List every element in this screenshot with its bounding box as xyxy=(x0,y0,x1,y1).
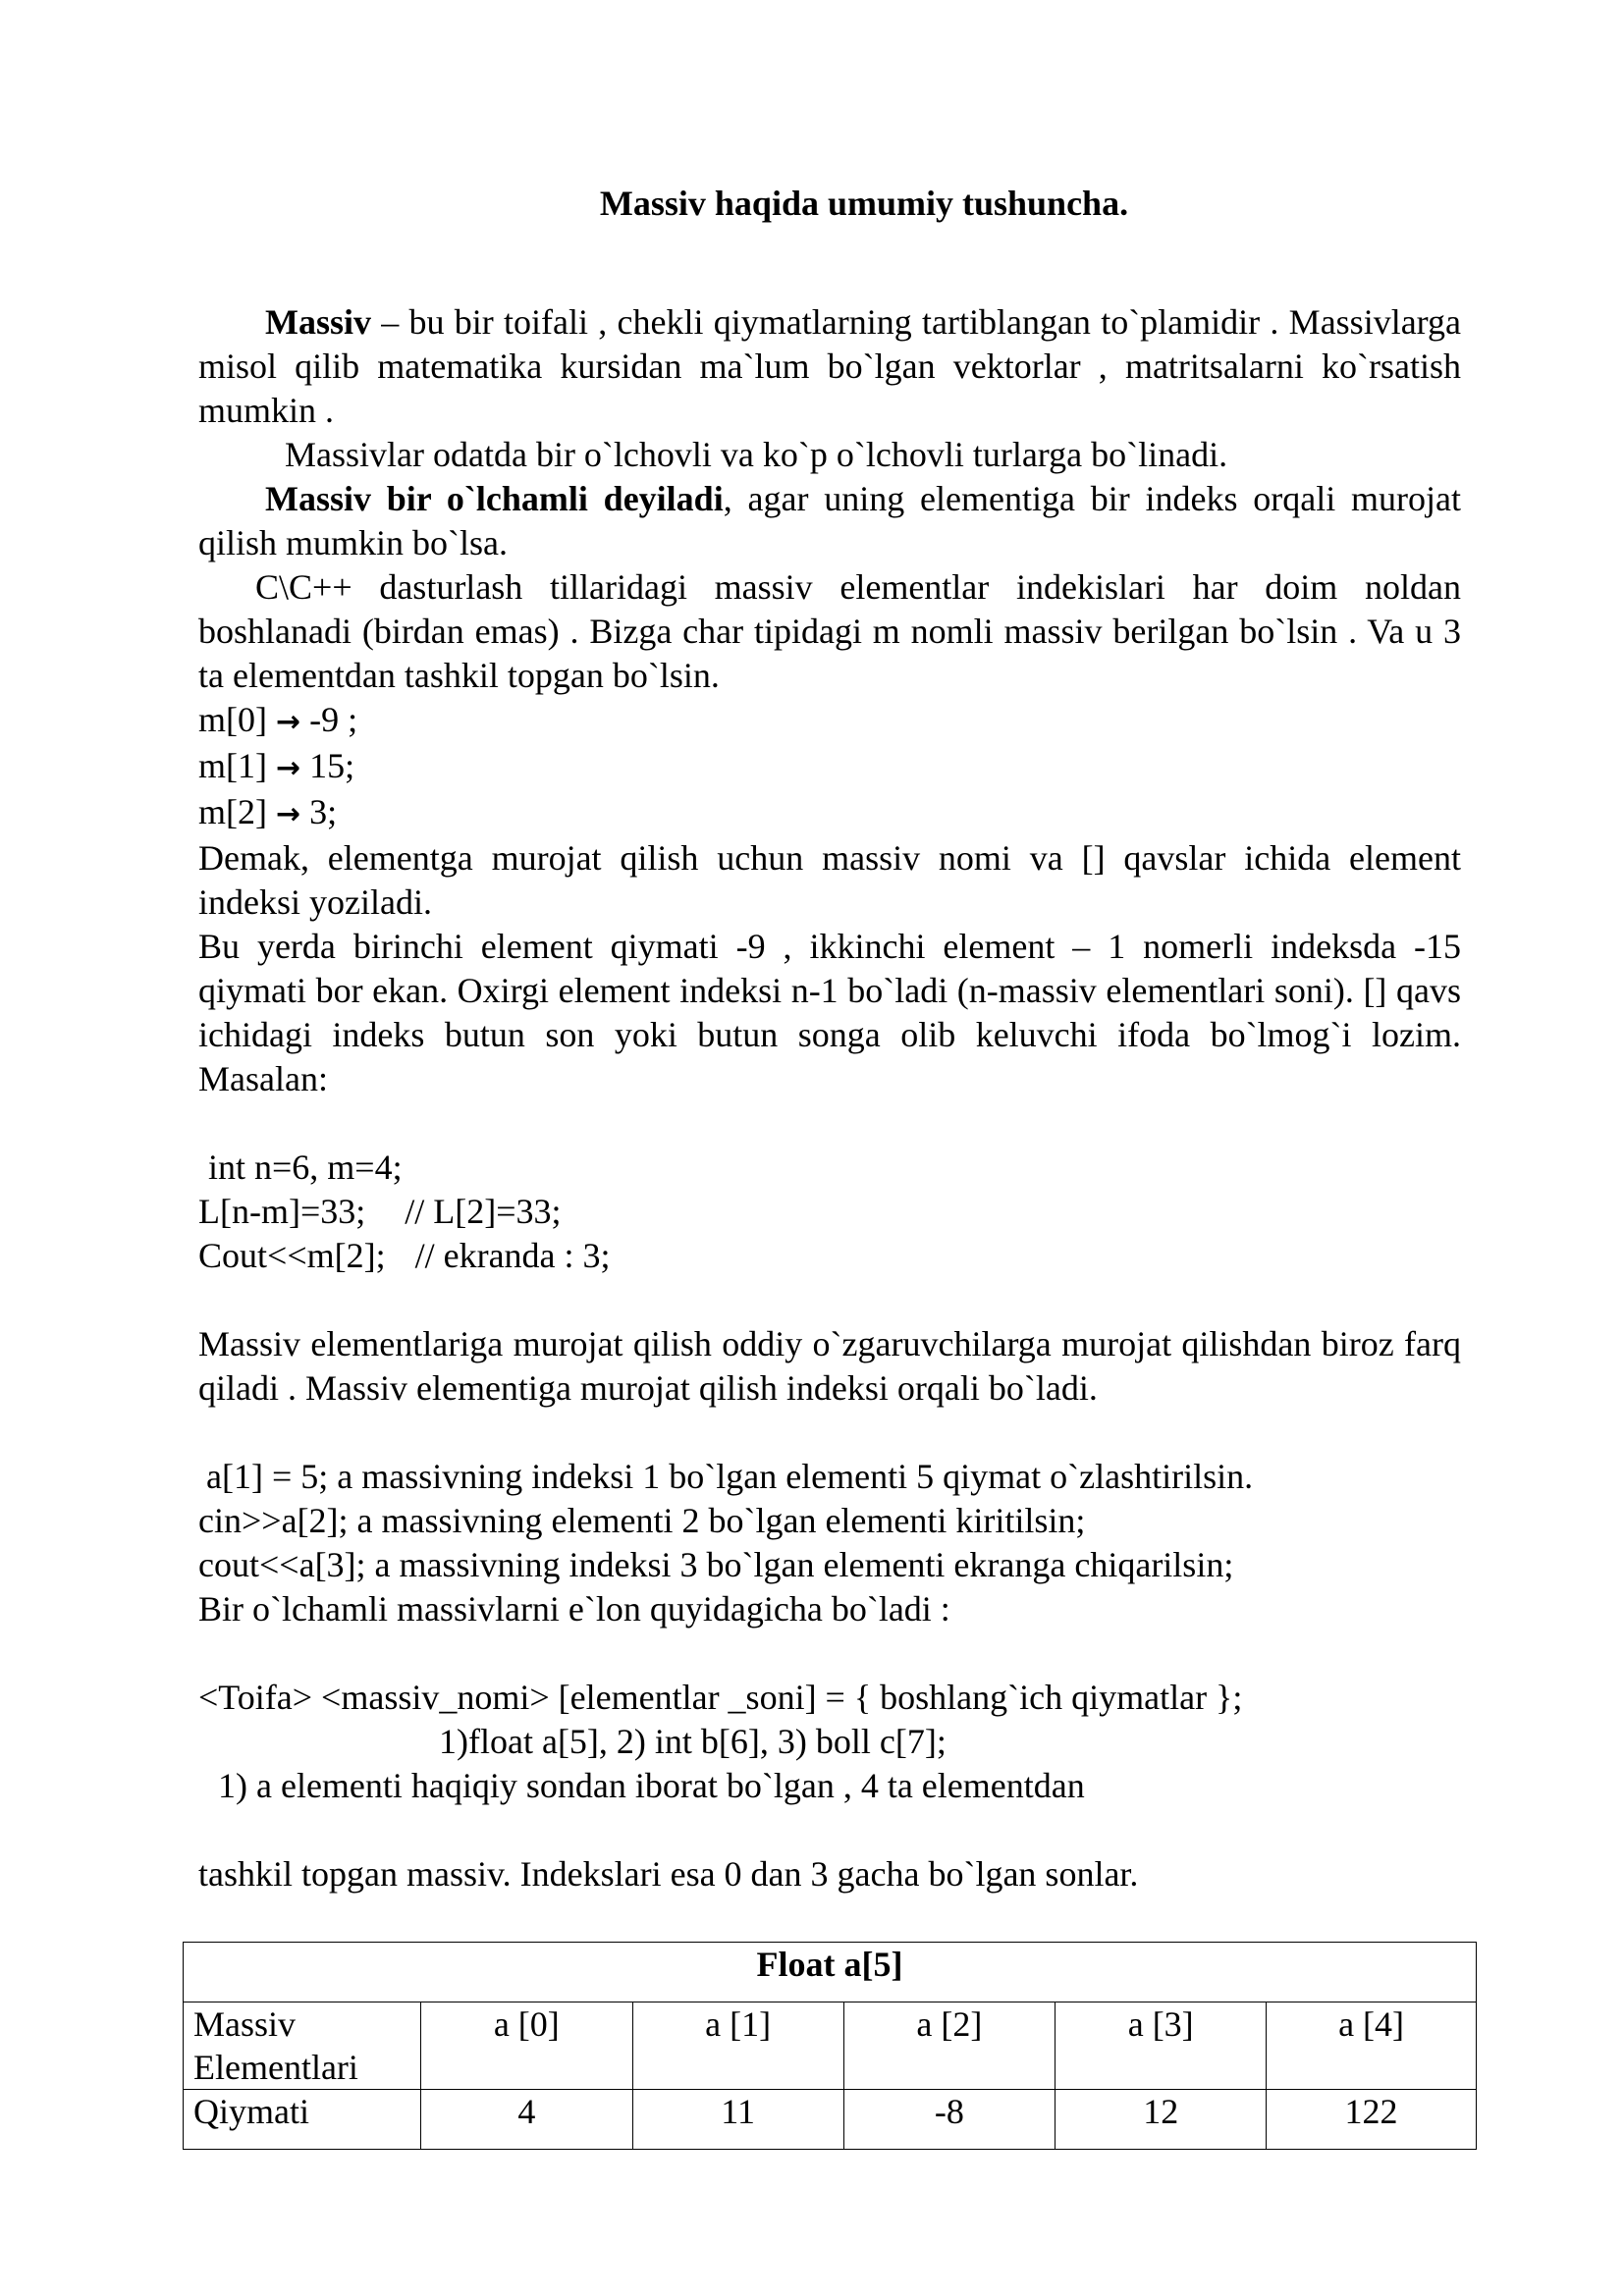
note-line: 1) a elementi haqiqiy sondan iborat bo`lgan , 4 ta elementdan xyxy=(218,1766,1085,1805)
table-row xyxy=(184,2090,1477,2150)
paragraph-access: Demak, elementga murojat qilish uchun massiv nomi va [] qavslar ichida element indeksi yoziladi. xyxy=(198,838,1461,922)
table-row-label: Massiv Elementlari xyxy=(184,2002,421,2090)
table-row xyxy=(184,2002,1477,2090)
paragraph-declaration: Bir o`lchamli massivlarni e`lon quyidagicha bo`ladi : xyxy=(198,1589,950,1629)
arrow-icon: → xyxy=(275,797,301,831)
table-cell: 11 xyxy=(632,2090,843,2150)
syntax-examples: 1)float a[5], 2) int b[6], 3) boll c[7]; xyxy=(439,1722,947,1761)
arrow-icon: → xyxy=(275,751,301,785)
example-line: m[0] → -9 ; xyxy=(198,700,358,739)
arrow-icon: → xyxy=(275,705,301,739)
one-dimensional-text: , agar uning elementiga bir indeks orqali murojat qilish mumkin bo`lsa. xyxy=(198,479,1461,562)
table-cell: 122 xyxy=(1267,2090,1477,2150)
document-body xyxy=(198,300,1461,1896)
table-title: Float a[5] xyxy=(184,1943,1477,2002)
code-line: Cout<<m[2]; // ekranda : 3; xyxy=(198,1236,611,1275)
table-cell: a [2] xyxy=(843,2002,1056,2090)
note-line: tashkil topgan massiv. Indekslari esa 0 dan 3 gacha bo`lgan sonlar. xyxy=(198,1854,1139,1894)
table-cell: a [4] xyxy=(1267,2002,1477,2090)
code-line: cout<<a[3]; a massivning indeksi 3 bo`lgan elementi ekranga chiqarilsin; xyxy=(198,1545,1234,1584)
example-line: m[1] → 15; xyxy=(198,746,355,785)
term-one-dimensional: Massiv bir o`lchamli deyiladi xyxy=(265,479,724,518)
code-line: cin>>a[2]; a massivning elementi 2 bo`lgan elementi kiritilsin; xyxy=(198,1501,1086,1540)
table-cell: 12 xyxy=(1056,2090,1267,2150)
syntax-line: <Toifa> <massiv_nomi> [elementlar _soni] = { boshlang`ich qiymatlar }; xyxy=(198,1678,1243,1717)
paragraph-indexing: C\C++ dasturlash tillaridagi massiv elementlar indekislari har doim noldan boshlanadi (birdan emas) . Bizga char tipidagi m nomli massiv berilgan bo`lsin . Va u 3 ta elementdan tashkil topgan bo`lsin. xyxy=(198,567,1461,695)
table-cell: a [3] xyxy=(1056,2002,1267,2090)
table-cell: a [1] xyxy=(632,2002,843,2090)
paragraph-explanation: Bu yerda birinchi element qiymati -9 , ikkinchi element – 1 nomerli indeksda -15 qiymati bor ekan. Oxirgi element indeksi n-1 bo`ladi (n-massiv elementlari soni). [] qavs ichidagi indeks butun son yoki butun songa olib keluvchi ifoda bo`lmog`i lozim. Masalan: xyxy=(198,927,1461,1098)
code-line: L[n-m]=33; // L[2]=33; xyxy=(198,1192,562,1231)
example-line: m[2] → 3; xyxy=(198,792,338,831)
paragraph-types: Massivlar odatda bir o`lchovli va ko`p o`lchovli turlarga bo`linadi. xyxy=(285,435,1228,474)
page-title: Massiv haqida umumiy tushuncha. xyxy=(599,184,1129,223)
code-line: int n=6, m=4; xyxy=(208,1148,403,1187)
term-massiv: Massiv xyxy=(265,302,371,342)
paragraph-element-access: Massiv elementlariga murojat qilish oddiy o`zgaruvchilarga murojat qilishdan biroz farq qiladi . Massiv elementiga murojat qilish indeksi orqali bo`ladi. xyxy=(198,1324,1461,1408)
paragraph-one-dimensional xyxy=(198,477,1461,565)
definition-text: – bu bir toifali , chekli qiymatlarning tartiblangan to`plamidir . Massivlarga misol qilib matematika kursidan ma`lum bo`lgan vektorlar , matritsalarni ko`rsatish mumkin . xyxy=(198,302,1461,430)
table-cell: a [0] xyxy=(420,2002,632,2090)
table-row-label: Qiymati xyxy=(184,2090,421,2150)
table-cell: 4 xyxy=(420,2090,632,2150)
code-line: a[1] = 5; a massivning indeksi 1 bo`lgan elementi 5 qiymat o`zlashtirilsin. xyxy=(206,1457,1254,1496)
array-table xyxy=(183,1942,1477,2150)
table-cell: -8 xyxy=(843,2090,1056,2150)
paragraph-definition xyxy=(198,300,1461,433)
